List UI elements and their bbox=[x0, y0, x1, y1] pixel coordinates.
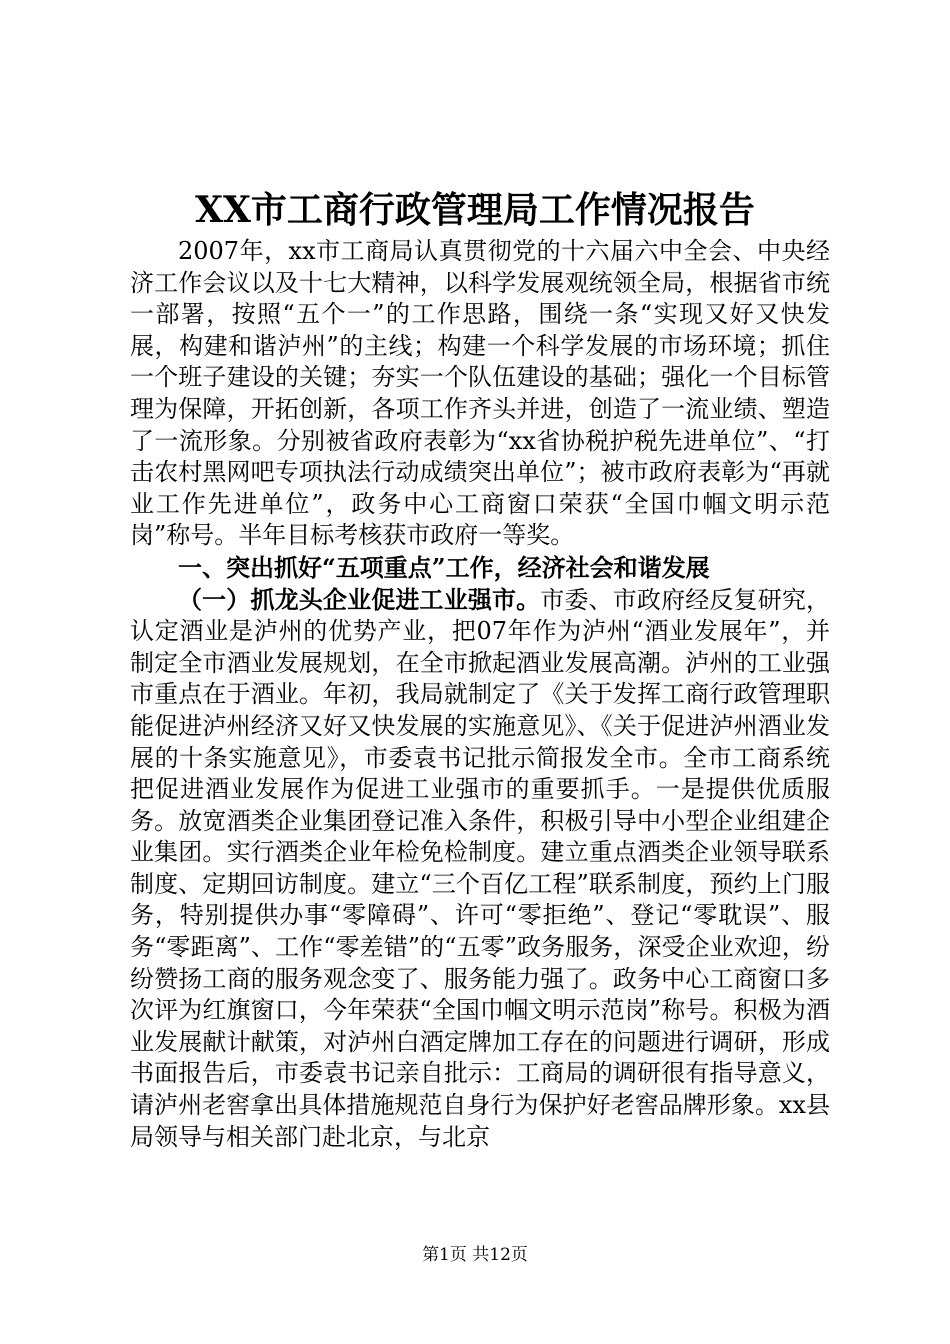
page-footer: 第1页 共12页 bbox=[422, 1245, 528, 1265]
subsection-heading: （一）抓龙头企业促进工业强市。 bbox=[178, 584, 541, 614]
intro-paragraph: 2007年，xx市工商局认真贯彻党的十六届六中全会、中央经济工作会议以及十七大精神，以科学发展观统领全局，根据省市统一部署，按照“五个一”的工作思路，围绕一条“实现又好又快发展，构建和谐泸州”的主线；构建一个科学发展的市场环境；抓住一个班子建设的关键；夯实一个队伍建设的基础；强化一个目标管理为保障，开拓创新，各项工作齐头并进，创造了一流业绩、塑造了一流形象。分别被省政府表彰为“xx省协税护税先进单位”、“打击农村黑网吧专项执法行动成绩突出单位”；被市政府表彰为“再就业工作先进单位”，政务中心工商窗口荣获“全国巾帼文明示范岗”称号。半年目标考核获市政府一等奖。 bbox=[130, 237, 830, 550]
subsection-paragraph bbox=[130, 584, 830, 1154]
document-title: XX市工商行政管理局工作情况报告 bbox=[195, 189, 755, 231]
subsection-text: 市委、市政府经反复研究，认定酒业是泸州的优势产业，把07年作为泸州“酒业发展年”，并制定全市酒业发展规划，在全市掀起酒业发展高潮。泸州的工业强市重点在于酒业。年初，我局就制定了《关于发挥工商行政管理职能促进泸州经济又好又快发展的实施意见》、《关于促进泸州酒业发展的十条实施意见》，市委袁书记批示简报发全市。全市工商系统把促进酒业发展作为促进工业强市的重要抓手。一是提供优质服务。放宽酒类企业集团登记准入条件，积极引导中小型企业组建企业集团。实行酒类企业年检免检制度。建立重点酒类企业领导联系制度、定期回访制度。建立“三个百亿工程”联系制度，预约上门服务，特别提供办事“零障碍”、许可“零拒绝”、登记“零耽误”、服务“零距离”、工作“零差错”的“五零”政务服务，深受企业欢迎，纷纷赞扬工商的服务观念变了、服务能力强了。政务中心工商窗口多次评为红旗窗口，今年荣获“全国巾帼文明示范岗”称号。积极为酒业发展献计献策，对泸州白酒定牌加工存在的问题进行调研，形成书面报告后，市委袁书记亲自批示：工商局的调研很有指导意义，请泸州老窖拿出具体措施规范自身行为保护好老窖品牌形象。xx县局领导与相关部门赴北京，与北京 bbox=[130, 585, 831, 1151]
section-heading: 一、突出抓好“五项重点”工作，经济社会和谐发展 bbox=[178, 552, 710, 582]
document-body bbox=[130, 236, 830, 1153]
